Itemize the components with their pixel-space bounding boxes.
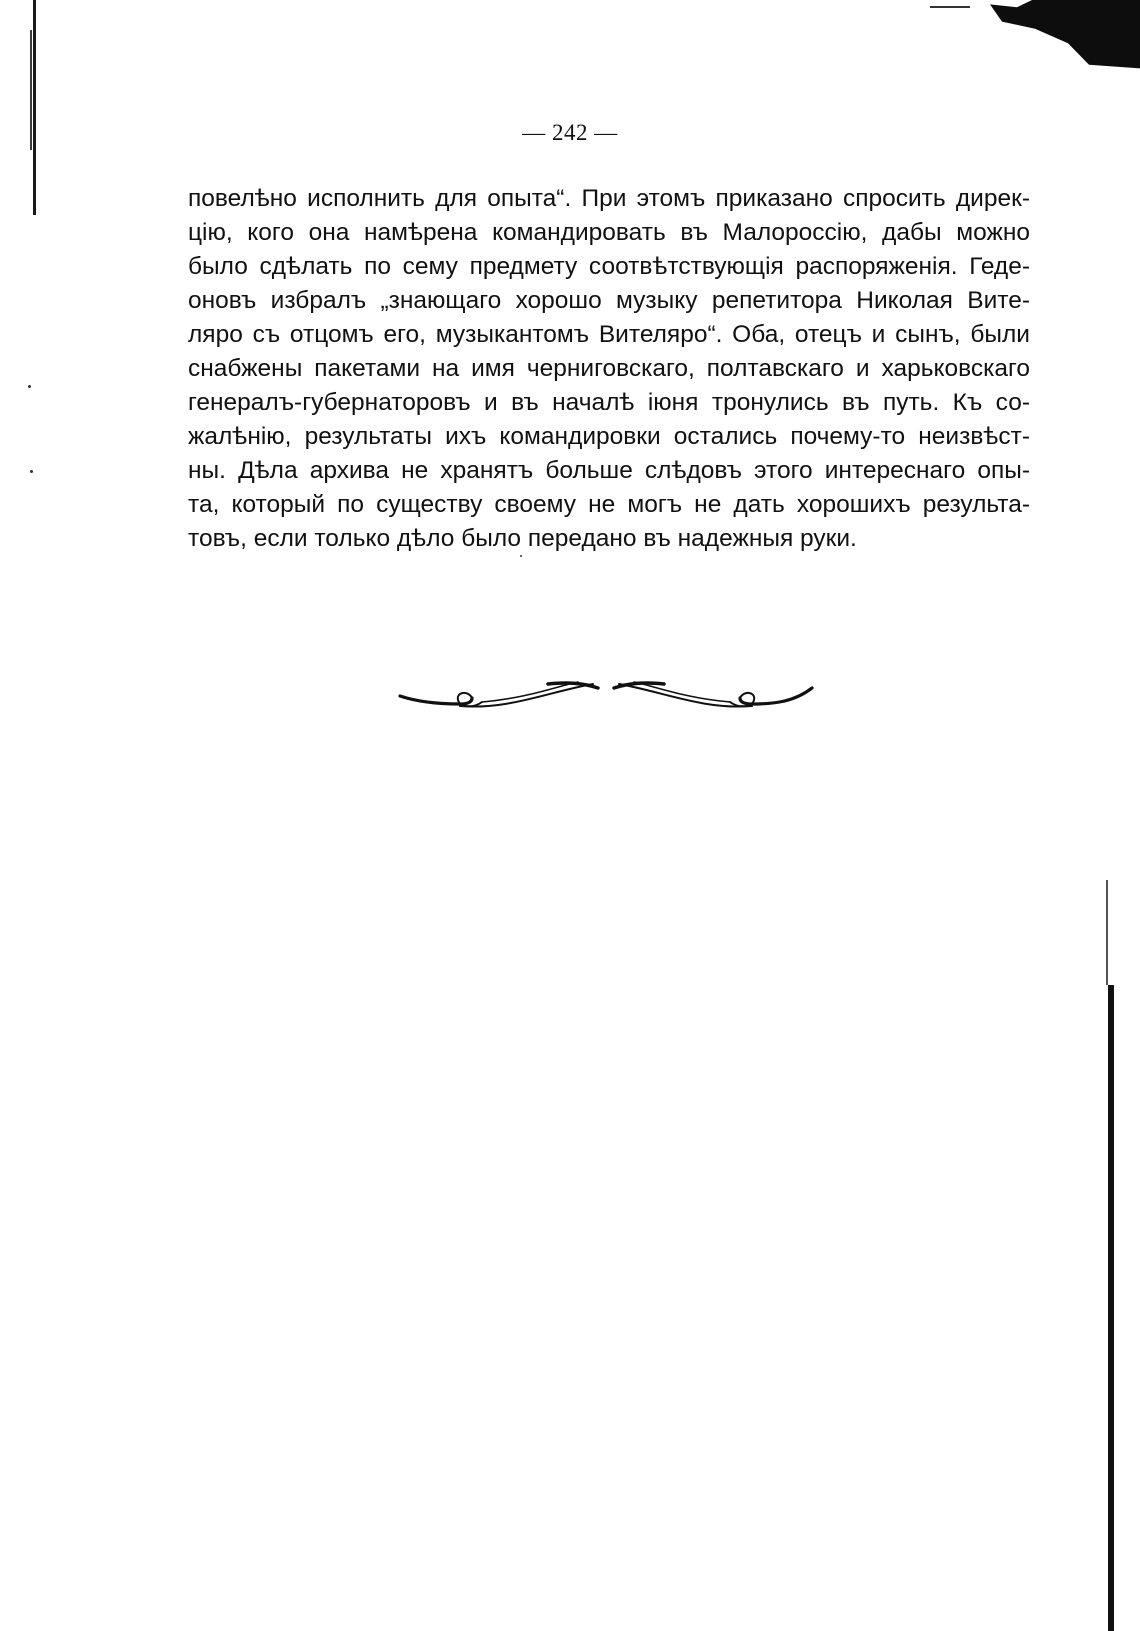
page-number: — 242 — <box>522 120 618 145</box>
scan-right-edge-thin <box>1106 880 1108 985</box>
scan-speck <box>28 385 31 388</box>
text-line: ны. Дѣла архива не хранятъ больше слѣдовъ этого интереснаго опы- <box>188 457 1030 484</box>
text-line: генералъ-губернаторовъ и въ началѣ іюня тронулись въ путь. Къ со- <box>188 389 1030 416</box>
scan-binding-edge <box>33 0 36 215</box>
text-line: ляро съ отцомъ его, музыкантомъ Вителяро“. Оба, отецъ и сынъ, были <box>188 321 1030 348</box>
scan-right-edge <box>1108 985 1114 1631</box>
text-line: товъ, если только дѣло было передано въ надежныя руки. <box>188 525 857 552</box>
scan-speck <box>30 470 33 473</box>
scan-corner-shadow <box>990 0 1140 72</box>
text-line: оновъ избралъ „знающаго хорошо музыку репетитора Николая Вите- <box>188 287 1030 314</box>
text-line: цію, кого она намѣрена командировать въ Малороссію, дабы можно <box>188 219 1030 246</box>
text-line: было сдѣлать по сему предмету соотвѣтствующія распоряженія. Геде- <box>188 253 1030 280</box>
text-line: жалѣнію, результаты ихъ командировки остались почему-то неизвѣст- <box>188 423 1030 450</box>
text-line: повелѣно исполнить для опыта“. При этомъ приказано спросить дирек- <box>188 185 1030 212</box>
decorative-scroll-divider-icon <box>398 680 814 724</box>
scan-speck <box>930 6 970 8</box>
text-line: та, который по существу своему не могъ не дать хорошихъ результа- <box>188 491 1030 518</box>
text-line: снабжены пакетами на имя черниговскаго, полтавскаго и харьковскаго <box>188 355 1030 382</box>
body-paragraph <box>188 182 1030 556</box>
